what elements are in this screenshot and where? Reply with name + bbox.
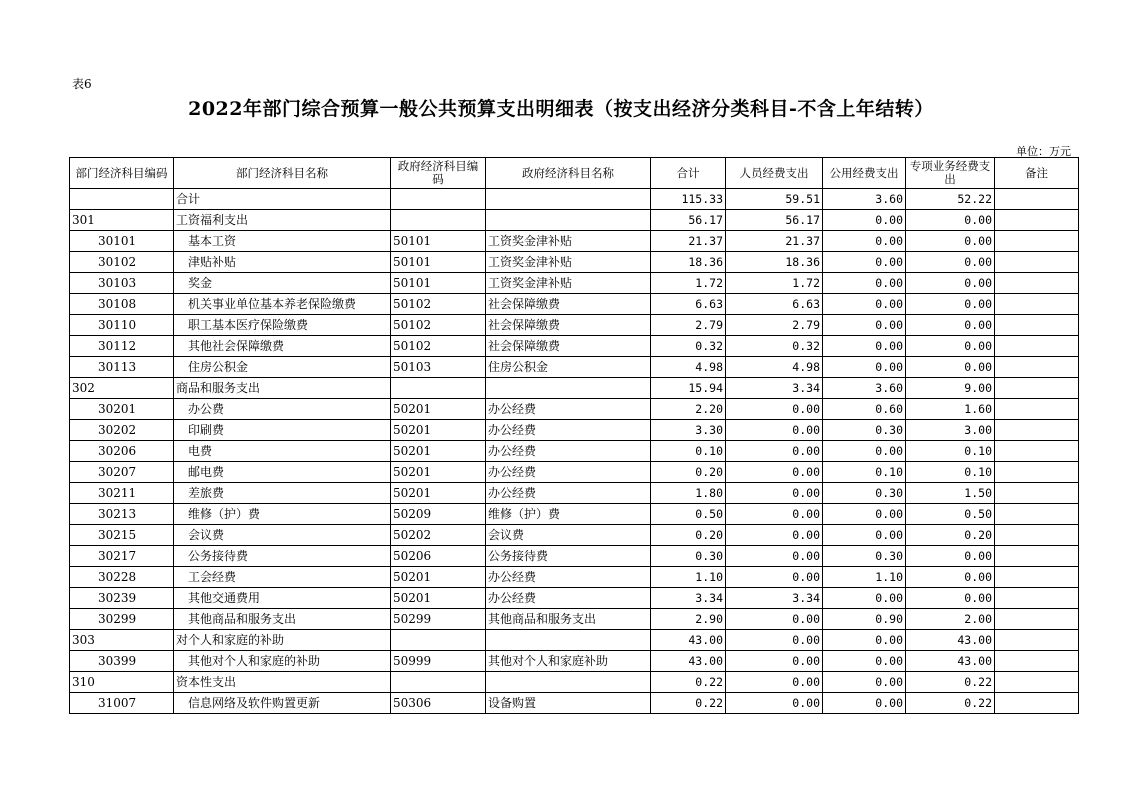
cell-total: 2.79 (651, 315, 726, 336)
cell-gov-code (391, 210, 486, 231)
cell-dept-code: 302 (70, 378, 174, 399)
table-row (70, 462, 1079, 483)
cell-dept-code: 30201 (70, 399, 174, 420)
cell-total: 1.80 (651, 483, 726, 504)
cell-remark (995, 525, 1079, 546)
cell-special: 0.00 (906, 294, 995, 315)
cell-dept-code: 30110 (70, 315, 174, 336)
cell-gov-name: 其他商品和服务支出 (486, 609, 651, 630)
cell-dept-code: 30299 (70, 609, 174, 630)
cell-gov-code: 50201 (391, 441, 486, 462)
cell-personnel: 0.32 (726, 336, 823, 357)
cell-total: 115.33 (651, 189, 726, 210)
cell-gov-name: 其他对个人和家庭补助 (486, 651, 651, 672)
cell-gov-name: 维修（护）费 (486, 504, 651, 525)
cell-total: 21.37 (651, 231, 726, 252)
cell-gov-name: 办公经费 (486, 462, 651, 483)
cell-dept-name: 其他对个人和家庭的补助 (174, 651, 391, 672)
cell-dept-name: 机关事业单位基本养老保险缴费 (174, 294, 391, 315)
cell-gov-code: 50101 (391, 273, 486, 294)
cell-total: 0.10 (651, 441, 726, 462)
cell-special: 2.00 (906, 609, 995, 630)
cell-public: 1.10 (823, 567, 906, 588)
cell-public: 3.60 (823, 378, 906, 399)
table-row (70, 588, 1079, 609)
cell-remark (995, 357, 1079, 378)
cell-personnel: 18.36 (726, 252, 823, 273)
cell-total: 43.00 (651, 630, 726, 651)
cell-personnel: 6.63 (726, 294, 823, 315)
cell-public: 0.90 (823, 609, 906, 630)
table-row (70, 609, 1079, 630)
table-row (70, 693, 1079, 714)
cell-gov-code (391, 378, 486, 399)
cell-special: 0.50 (906, 504, 995, 525)
cell-gov-name: 办公经费 (486, 399, 651, 420)
cell-gov-name: 工资奖金津补贴 (486, 231, 651, 252)
cell-dept-code: 30108 (70, 294, 174, 315)
cell-remark (995, 210, 1079, 231)
cell-public: 0.00 (823, 672, 906, 693)
cell-personnel: 4.98 (726, 357, 823, 378)
cell-public: 0.00 (823, 357, 906, 378)
cell-dept-code: 30207 (70, 462, 174, 483)
cell-special: 0.00 (906, 336, 995, 357)
cell-special: 0.00 (906, 273, 995, 294)
cell-gov-name (486, 672, 651, 693)
cell-public: 0.30 (823, 483, 906, 504)
cell-gov-name: 公务接待费 (486, 546, 651, 567)
cell-remark (995, 294, 1079, 315)
cell-public: 0.00 (823, 231, 906, 252)
cell-gov-code: 50209 (391, 504, 486, 525)
cell-total: 0.22 (651, 672, 726, 693)
cell-dept-name: 差旅费 (174, 483, 391, 504)
cell-personnel: 0.00 (726, 672, 823, 693)
cell-gov-code: 50101 (391, 252, 486, 273)
cell-dept-code: 30112 (70, 336, 174, 357)
table-row (70, 546, 1079, 567)
cell-dept-name: 办公费 (174, 399, 391, 420)
table-row (70, 504, 1079, 525)
cell-dept-name: 会议费 (174, 525, 391, 546)
cell-special: 1.50 (906, 483, 995, 504)
cell-remark (995, 441, 1079, 462)
cell-personnel: 0.00 (726, 399, 823, 420)
table-row (70, 399, 1079, 420)
cell-dept-name: 信息网络及软件购置更新 (174, 693, 391, 714)
table-row (70, 441, 1079, 462)
cell-personnel: 0.00 (726, 630, 823, 651)
table-row (70, 189, 1079, 210)
cell-remark (995, 315, 1079, 336)
header-gov-name: 政府经济科目名称 (486, 158, 651, 189)
cell-special: 0.10 (906, 441, 995, 462)
cell-dept-name: 印刷费 (174, 420, 391, 441)
cell-remark (995, 693, 1079, 714)
cell-dept-name: 其他交通费用 (174, 588, 391, 609)
cell-gov-code: 50102 (391, 336, 486, 357)
cell-dept-name: 公务接待费 (174, 546, 391, 567)
cell-personnel: 0.00 (726, 651, 823, 672)
cell-total: 4.98 (651, 357, 726, 378)
cell-gov-code: 50206 (391, 546, 486, 567)
cell-remark (995, 189, 1079, 210)
cell-total: 0.20 (651, 462, 726, 483)
unit-label: 单位：万元 (1016, 145, 1071, 158)
cell-total: 15.94 (651, 378, 726, 399)
cell-total: 2.90 (651, 609, 726, 630)
cell-public: 0.00 (823, 588, 906, 609)
cell-gov-code: 50201 (391, 462, 486, 483)
cell-gov-name: 办公经费 (486, 441, 651, 462)
cell-gov-name (486, 189, 651, 210)
cell-total: 3.30 (651, 420, 726, 441)
cell-gov-code: 50201 (391, 420, 486, 441)
cell-gov-code (391, 630, 486, 651)
cell-remark (995, 483, 1079, 504)
table-row (70, 252, 1079, 273)
cell-gov-code: 50103 (391, 357, 486, 378)
cell-gov-name: 社会保障缴费 (486, 336, 651, 357)
cell-remark (995, 651, 1079, 672)
cell-gov-name: 办公经费 (486, 567, 651, 588)
cell-remark (995, 546, 1079, 567)
cell-public: 0.60 (823, 399, 906, 420)
cell-dept-name: 住房公积金 (174, 357, 391, 378)
cell-dept-code (70, 189, 174, 210)
cell-special: 9.00 (906, 378, 995, 399)
cell-gov-name: 工资奖金津补贴 (486, 273, 651, 294)
table-row (70, 315, 1079, 336)
cell-public: 0.10 (823, 462, 906, 483)
table-row (70, 651, 1079, 672)
cell-dept-name: 商品和服务支出 (174, 378, 391, 399)
cell-special: 1.60 (906, 399, 995, 420)
cell-personnel: 2.79 (726, 315, 823, 336)
cell-public: 0.00 (823, 630, 906, 651)
cell-personnel: 0.00 (726, 546, 823, 567)
cell-public: 0.00 (823, 315, 906, 336)
cell-personnel: 0.00 (726, 504, 823, 525)
cell-personnel: 0.00 (726, 693, 823, 714)
cell-gov-name: 设备购置 (486, 693, 651, 714)
cell-personnel: 21.37 (726, 231, 823, 252)
table-row (70, 273, 1079, 294)
cell-gov-code: 50202 (391, 525, 486, 546)
cell-dept-code: 30211 (70, 483, 174, 504)
table-row (70, 378, 1079, 399)
cell-remark (995, 420, 1079, 441)
cell-gov-code: 50102 (391, 294, 486, 315)
cell-total: 56.17 (651, 210, 726, 231)
cell-total: 43.00 (651, 651, 726, 672)
cell-special: 0.00 (906, 357, 995, 378)
cell-public: 0.00 (823, 336, 906, 357)
cell-total: 0.22 (651, 693, 726, 714)
cell-special: 0.10 (906, 462, 995, 483)
cell-dept-code: 301 (70, 210, 174, 231)
cell-dept-code: 30217 (70, 546, 174, 567)
cell-dept-code: 30239 (70, 588, 174, 609)
cell-gov-name: 办公经费 (486, 588, 651, 609)
header-dept-name: 部门经济科目名称 (174, 158, 391, 189)
cell-remark (995, 336, 1079, 357)
table-row (70, 630, 1079, 651)
cell-gov-code: 50102 (391, 315, 486, 336)
cell-gov-name: 社会保障缴费 (486, 315, 651, 336)
table-number-label: 表6 (72, 77, 92, 91)
cell-public: 0.00 (823, 273, 906, 294)
cell-special: 0.22 (906, 693, 995, 714)
cell-dept-code: 30213 (70, 504, 174, 525)
cell-remark (995, 504, 1079, 525)
cell-dept-name: 基本工资 (174, 231, 391, 252)
cell-total: 1.10 (651, 567, 726, 588)
cell-dept-name: 工会经费 (174, 567, 391, 588)
cell-personnel: 3.34 (726, 588, 823, 609)
header-gov-code: 政府经济科目编码 (391, 158, 486, 189)
cell-personnel: 0.00 (726, 483, 823, 504)
cell-remark (995, 273, 1079, 294)
cell-special: 0.00 (906, 210, 995, 231)
cell-special: 0.00 (906, 588, 995, 609)
cell-public: 0.00 (823, 252, 906, 273)
cell-special: 0.22 (906, 672, 995, 693)
cell-personnel: 0.00 (726, 609, 823, 630)
cell-gov-name: 住房公积金 (486, 357, 651, 378)
cell-gov-code: 50201 (391, 567, 486, 588)
cell-remark (995, 630, 1079, 651)
cell-gov-code (391, 672, 486, 693)
cell-dept-code: 30215 (70, 525, 174, 546)
cell-personnel: 0.00 (726, 441, 823, 462)
cell-dept-name: 邮电费 (174, 462, 391, 483)
cell-special: 0.00 (906, 231, 995, 252)
cell-public: 0.00 (823, 651, 906, 672)
header-special: 专项业务经费支出 (906, 158, 995, 189)
cell-personnel: 0.00 (726, 567, 823, 588)
cell-dept-code: 30206 (70, 441, 174, 462)
cell-gov-code: 50201 (391, 399, 486, 420)
cell-personnel: 56.17 (726, 210, 823, 231)
cell-gov-code: 50999 (391, 651, 486, 672)
table-row (70, 294, 1079, 315)
table-row (70, 336, 1079, 357)
cell-dept-code: 30399 (70, 651, 174, 672)
cell-total: 0.50 (651, 504, 726, 525)
cell-special: 3.00 (906, 420, 995, 441)
cell-dept-name: 对个人和家庭的补助 (174, 630, 391, 651)
cell-public: 0.30 (823, 546, 906, 567)
cell-personnel: 3.34 (726, 378, 823, 399)
cell-gov-name: 办公经费 (486, 420, 651, 441)
cell-dept-code: 30103 (70, 273, 174, 294)
header-remark: 备注 (995, 158, 1079, 189)
cell-personnel: 0.00 (726, 525, 823, 546)
cell-dept-name: 其他社会保障缴费 (174, 336, 391, 357)
cell-personnel: 1.72 (726, 273, 823, 294)
budget-expenditure-table (69, 157, 1079, 714)
cell-personnel: 59.51 (726, 189, 823, 210)
cell-gov-code (391, 189, 486, 210)
cell-special: 43.00 (906, 630, 995, 651)
cell-total: 0.32 (651, 336, 726, 357)
cell-special: 0.20 (906, 525, 995, 546)
cell-special: 43.00 (906, 651, 995, 672)
cell-gov-code: 50306 (391, 693, 486, 714)
cell-remark (995, 609, 1079, 630)
cell-dept-code: 30202 (70, 420, 174, 441)
cell-dept-code: 310 (70, 672, 174, 693)
header-total: 合计 (651, 158, 726, 189)
cell-dept-name: 工资福利支出 (174, 210, 391, 231)
cell-special: 52.22 (906, 189, 995, 210)
cell-public: 0.30 (823, 420, 906, 441)
cell-total: 3.34 (651, 588, 726, 609)
cell-gov-name: 会议费 (486, 525, 651, 546)
cell-special: 0.00 (906, 567, 995, 588)
cell-public: 0.00 (823, 441, 906, 462)
table-row (70, 210, 1079, 231)
cell-total: 1.72 (651, 273, 726, 294)
cell-gov-code: 50201 (391, 483, 486, 504)
table-row (70, 672, 1079, 693)
cell-total: 18.36 (651, 252, 726, 273)
cell-remark (995, 378, 1079, 399)
cell-gov-name (486, 210, 651, 231)
cell-dept-name: 电费 (174, 441, 391, 462)
cell-remark (995, 399, 1079, 420)
header-public: 公用经费支出 (823, 158, 906, 189)
cell-gov-name: 工资奖金津补贴 (486, 252, 651, 273)
table-row (70, 567, 1079, 588)
cell-public: 0.00 (823, 693, 906, 714)
header-personnel: 人员经费支出 (726, 158, 823, 189)
table-row (70, 357, 1079, 378)
cell-total: 0.20 (651, 525, 726, 546)
cell-remark (995, 672, 1079, 693)
cell-dept-name: 资本性支出 (174, 672, 391, 693)
table-header-row (70, 158, 1079, 189)
cell-gov-name: 社会保障缴费 (486, 294, 651, 315)
cell-gov-name: 办公经费 (486, 483, 651, 504)
table-row (70, 420, 1079, 441)
cell-dept-name: 奖金 (174, 273, 391, 294)
table-row (70, 525, 1079, 546)
cell-dept-code: 30228 (70, 567, 174, 588)
cell-remark (995, 252, 1079, 273)
cell-special: 0.00 (906, 252, 995, 273)
cell-dept-code: 303 (70, 630, 174, 651)
cell-remark (995, 588, 1079, 609)
table-row (70, 231, 1079, 252)
cell-total: 6.63 (651, 294, 726, 315)
cell-remark (995, 462, 1079, 483)
cell-dept-name: 合计 (174, 189, 391, 210)
header-dept-code: 部门经济科目编码 (70, 158, 174, 189)
cell-personnel: 0.00 (726, 462, 823, 483)
cell-gov-name (486, 630, 651, 651)
cell-gov-name (486, 378, 651, 399)
cell-special: 0.00 (906, 546, 995, 567)
cell-personnel: 0.00 (726, 420, 823, 441)
cell-dept-name: 津贴补贴 (174, 252, 391, 273)
cell-dept-name: 职工基本医疗保险缴费 (174, 315, 391, 336)
cell-total: 2.20 (651, 399, 726, 420)
cell-gov-code: 50101 (391, 231, 486, 252)
cell-gov-code: 50201 (391, 588, 486, 609)
cell-dept-code: 31007 (70, 693, 174, 714)
cell-dept-code: 30113 (70, 357, 174, 378)
cell-dept-code: 30102 (70, 252, 174, 273)
cell-special: 0.00 (906, 315, 995, 336)
cell-public: 0.00 (823, 504, 906, 525)
cell-public: 0.00 (823, 210, 906, 231)
cell-remark (995, 567, 1079, 588)
cell-total: 0.30 (651, 546, 726, 567)
cell-dept-name: 维修（护）费 (174, 504, 391, 525)
page-title: 2022年部门综合预算一般公共预算支出明细表（按支出经济分类科目-不含上年结转） (188, 98, 934, 120)
cell-public: 0.00 (823, 294, 906, 315)
cell-public: 0.00 (823, 525, 906, 546)
cell-dept-name: 其他商品和服务支出 (174, 609, 391, 630)
table-row (70, 483, 1079, 504)
cell-remark (995, 231, 1079, 252)
cell-public: 3.60 (823, 189, 906, 210)
cell-gov-code: 50299 (391, 609, 486, 630)
cell-dept-code: 30101 (70, 231, 174, 252)
